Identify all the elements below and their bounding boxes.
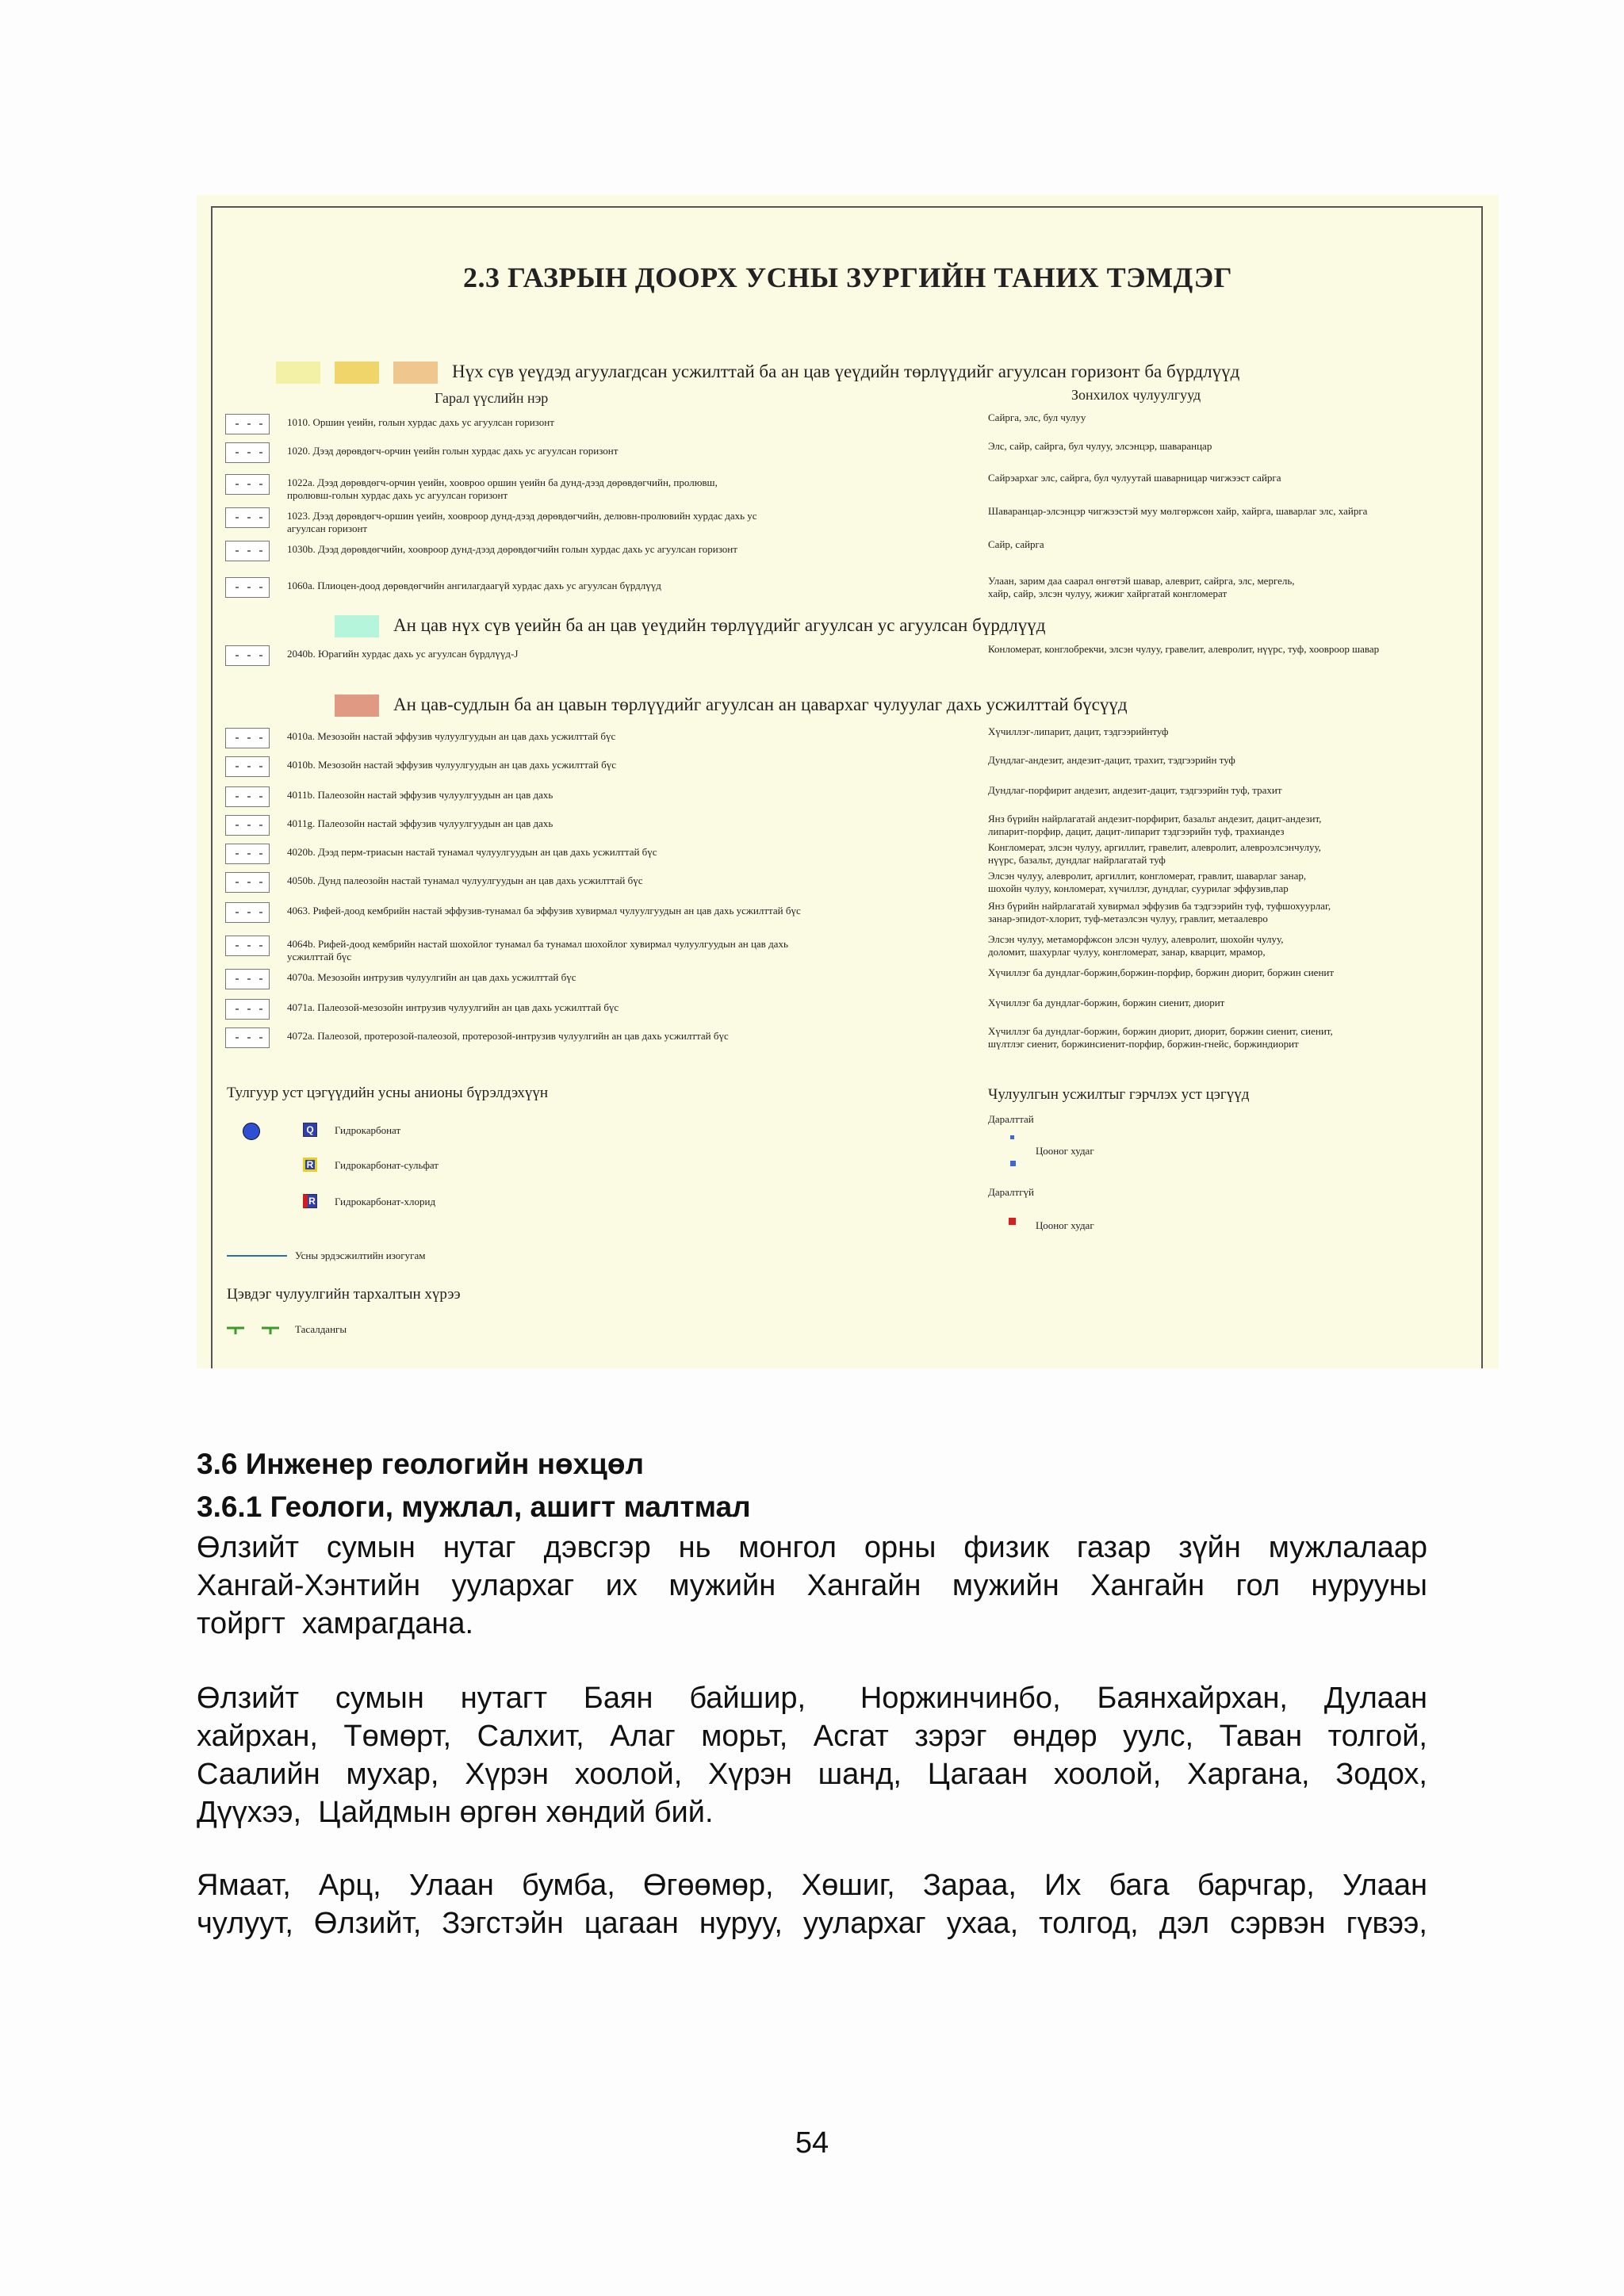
paragraph-line: Дүүхээ, Цайдмын өргөн хөндий бий. bbox=[197, 1796, 714, 1829]
legend-row-label: 4010а. Мезозойн настай эффузив чулуулгуудын ан цав дахь усжилттай бүс bbox=[287, 730, 616, 742]
pattern-box bbox=[225, 507, 270, 528]
legend-row-label: 1022а. Дээд дөрөвдөгч-орчин үеийн, хоовроо оршин үеийн ба дунд-дээд дөрөвдөгчийн, пролювш, bbox=[287, 476, 718, 488]
pattern-box bbox=[225, 1027, 270, 1048]
legend-row-label: 4010b. Мезозойн настай эффузив чулуулгуудын ан цав дахь усжилттай бүс bbox=[287, 759, 617, 771]
anion-title: Тулгуур уст цэгүүдийн усны анионы бүрэлдэхүүн bbox=[227, 1085, 549, 1101]
legend-row-label: 1023. Дээд дөрөвдөгч-оршин үеийн, хоовроор дунд-дээд дөрөвдөгчийн, делювн-пролювийн хурдас дахь ус bbox=[287, 510, 757, 522]
legend-row-label-cont: пролювш-голын хурдас дахь ус агуулсан горизонт bbox=[287, 489, 508, 501]
legend-row-label: 4064b. Рифей-доод кембрийн настай шохойлог тунамал ба тунамал шохойлог хувирмал чулуулгуудын ан цав дахь bbox=[287, 938, 788, 950]
legend-row-rocks: Хүчиллэг-липарит, дацит, тэдгээрийнтуф bbox=[988, 725, 1169, 737]
legend-row-rocks: Сайр, сайрга bbox=[988, 538, 1044, 550]
paragraph-line: Өлзийт сумын нутаг дэвсгэр нь монгол орны физик газар зүйн мужлалаар bbox=[197, 1531, 1427, 1564]
column-header-origin: Гарал үүслийн нэр bbox=[435, 390, 549, 406]
color-swatch-pale-yellow bbox=[276, 362, 320, 384]
legend-row-rocks: Конгломерат, элсэн чулуу, аргиллит, гравелит, алевролит, алевроэлсэнчулуу, bbox=[988, 841, 1321, 853]
legend-row-label: 4011b. Палеозойн настай эффузив чулуулгуудын ан цав дахь bbox=[287, 789, 553, 801]
legend-row-label-cont: агуулсан горизонт bbox=[287, 522, 368, 534]
legend-row-label: 4050b. Дунд палеозойн настай тунамал чулуулгуудын ан цав дахь усжилттай бүс bbox=[287, 874, 643, 886]
legend-row-label: 4070а. Мезозойн интрузив чулуулгийн ан цав дахь усжилттай бүс bbox=[287, 971, 576, 983]
legend-row-rocks: Элсэн чулуу, метаморфжсон элсэн чулуу, алевролит, шохойн чулуу, bbox=[988, 933, 1284, 945]
section2-label: Ан цав нүх сүв үеийн ба ан цав үеүдийн төрлүүдийг агуулсан ус агуулсан бүрдлүүд bbox=[393, 615, 1046, 635]
legend-row-rocks: Улаан, зарим даа саарал өнгөтэй шавар, алеврит, сайрга, элс, мергель, bbox=[988, 575, 1295, 587]
blue-dot-icon bbox=[1010, 1135, 1014, 1139]
pattern-box bbox=[225, 872, 270, 893]
legend-row-rocks-cont: шохойн чулуу, конломерат, хүчиллэг, дундлаг, суурилаг эффузив,пар bbox=[988, 882, 1289, 894]
blue-circle-icon bbox=[243, 1123, 260, 1140]
pattern-box bbox=[225, 442, 270, 463]
borehole-label: Цооног худаг bbox=[1036, 1145, 1094, 1157]
subsection-heading: 3.6.1 Геологи, мужлал, ашигт малтмал bbox=[197, 1490, 751, 1523]
paragraph-line: чулуут, Өлзийт, Зэгстэйн цагаан нуруу, уулархаг ухаа, толгод, дэл сэрвэн гүвээ, bbox=[197, 1907, 1427, 1940]
legend-row-rocks: Хүчиллэг ба дундлаг-боржин, боржин диорит, диорит, боржин сиенит, сиенит, bbox=[988, 1025, 1333, 1037]
paragraph-line: тойргт хамрагдана. bbox=[197, 1607, 474, 1640]
legend-row-rocks: Шаваранцар-элсэнцэр чигжээстэй муу мөлгөржсөн хайр, хайрга, шаварлаг элс, хайрга bbox=[988, 505, 1368, 517]
legend-row-label-cont: усжилттай бүс bbox=[287, 951, 352, 962]
anion-label: Гидрокарбонат bbox=[335, 1124, 401, 1136]
legend-row-rocks: Сайрга, элс, бул чулуу bbox=[988, 411, 1086, 423]
pattern-box bbox=[225, 414, 270, 434]
legend-row-label: 4063. Рифей-доод кембрийн настай эффузив-тунамал ба эффузив хувирмал чулуулгуудын ан цав дахь усжилттай бүс bbox=[287, 905, 801, 916]
legend-row-label: 4011g. Палеозойн настай эффузив чулуулгуудын ан цав дахь bbox=[287, 817, 553, 829]
column-header-rocks: Зонхилох чулуулгууд bbox=[1071, 387, 1201, 403]
legend-row-rocks: Дундлаг-андезит, андезит-дацит, трахит, тэдгээрийн туф bbox=[988, 754, 1235, 766]
legend-row-rocks: Элс, сайр, сайрга, бул чулуу, элсэнцэр, шаваранцар bbox=[988, 440, 1212, 452]
legend-row-label: 1060а. Плиоцен-доод дөрөвдөгчийн ангилагдаагүй хурдас дахь ус агуулсан бүрдлүүд bbox=[287, 580, 661, 591]
pattern-box bbox=[225, 756, 270, 777]
paragraph-line: Өлзийт сумын нутагт Баян байшир, Норжинчинбо, Баянхайрхан, Дулаан bbox=[197, 1682, 1427, 1715]
anion-chip-icon: Q bbox=[303, 1123, 317, 1137]
red-square-icon bbox=[1009, 1218, 1016, 1225]
permafrost-label: Тасалдангы bbox=[295, 1323, 347, 1335]
legend-row-label: 1030b. Дээд дөрөвдөгчийн, хоовроор дунд-дээд дөрөвдөгчийн голын хурдас дахь ус агуулсан горизонт bbox=[287, 543, 737, 555]
section3-label: Ан цав-судлын ба ан цавын төрлүүдийг агуулсан ан цавархаг чулуулаг дахь усжилттай бүсүүд bbox=[393, 695, 1128, 714]
legend-row-label: 1020. Дээд дөрөвдөгч-орчин үеийн голын хурдас дахь ус агуулсан горизонт bbox=[287, 445, 619, 457]
page-number: 54 bbox=[795, 2126, 829, 2160]
pattern-box bbox=[225, 969, 270, 989]
legend-row-rocks-cont: хайр, сайр, элсэн чулуу, жижиг хайргатай конгломерат bbox=[988, 587, 1228, 599]
legend-row-rocks: Хүчиллэг ба дундлаг-боржин, боржин сиенит, диорит bbox=[988, 997, 1225, 1008]
legend-row-rocks-cont: нүүрс, базальт, дундлаг найрлагатай туф bbox=[988, 854, 1166, 866]
water-points-title: Чулуулгын усжилтыг гэрчлэх уст цэгүүд bbox=[988, 1086, 1250, 1103]
section1-label: Нүх сүв үеүдэд агуулагдсан усжилттай ба ан цав үеүдийн төрлүүдийг агуулсан горизонт ба бүрдлүүд bbox=[452, 362, 1240, 381]
legend-row-rocks: Сайрэархаг элс, сайрга, бул чулуутай шаварницар чигжээст сайрга bbox=[988, 472, 1281, 484]
isogam-line bbox=[227, 1255, 287, 1257]
nonpressure-group-label: Даралтгүй bbox=[988, 1186, 1034, 1198]
legend-row-rocks: Элсэн чулуу, алевролит, аргиллит, конгломерат, гравлит, шаварлаг занар, bbox=[988, 870, 1307, 882]
color-swatch-salmon bbox=[335, 695, 379, 717]
anion-label: Гидрокарбонат-хлорид bbox=[335, 1196, 436, 1207]
section-heading: 3.6 Инженер геологийн нөхцөл bbox=[197, 1448, 644, 1480]
legend-row-rocks: Конломерат, конглобрекчи, элсэн чулуу, гравелит, алевролит, нүүрс, туф, хоовроор шавар bbox=[988, 643, 1380, 655]
legend-figure bbox=[197, 195, 1499, 1368]
paragraph-line: Ямаат, Арц, Улаан бумба, Өгөөмөр, Хөшиг, Зараа, Их бага барчгар, Улаан bbox=[197, 1869, 1427, 1902]
blue-dot-icon bbox=[1010, 1161, 1016, 1166]
legend-row-rocks-cont: шүлтлэг сиенит, боржинсиенит-порфир, боржин-гнейс, боржиндиорит bbox=[988, 1038, 1299, 1050]
legend-row-label: 4072а. Палеозой, протерозой-палеозой, протерозой-интрузив чулуулгийн ан цав дахь усжилттай бүс bbox=[287, 1030, 729, 1042]
pattern-box bbox=[225, 474, 270, 495]
anion-chip-icon: R bbox=[303, 1194, 317, 1208]
figure-title: 2.3 ГАЗРЫН ДООРХ УСНЫ ЗУРГИЙН ТАНИХ ТЭМДЭГ bbox=[462, 262, 1233, 293]
legend-row-rocks-cont: доломит, шахурлаг чулуу, конгломерат, занар, кварцит, мрамор, bbox=[988, 946, 1266, 958]
color-swatch-mint bbox=[335, 615, 379, 637]
pattern-box bbox=[225, 577, 270, 598]
pattern-box bbox=[225, 541, 270, 561]
permafrost-title: Цэвдэг чулуулгийн тархалтын хүрээ bbox=[227, 1286, 461, 1303]
pattern-box bbox=[225, 936, 270, 956]
legend-row-label: 1010. Оршин үеийн, голын хурдас дахь ус агуулсан горизонт bbox=[287, 416, 554, 428]
pattern-box bbox=[225, 786, 270, 807]
pattern-box bbox=[225, 645, 270, 666]
legend-row-rocks-cont: липарит-порфир, дацит, дацит-липарит тэдгээрийн туф, трахиандез bbox=[988, 825, 1285, 837]
legend-row-rocks: Дундлаг-порфирит андезит, андезит-дацит, тэдгээрийн туф, трахит bbox=[988, 784, 1282, 796]
color-swatch-orange bbox=[393, 362, 438, 384]
anion-chip-icon: R bbox=[303, 1158, 317, 1172]
paragraph-line: Хангай-Хэнтийн уулархаг их мужийн Хангайн мужийн Хангайн гол нурууны bbox=[197, 1569, 1427, 1602]
legend-row-rocks: Хүчиллэг ба дундлаг-боржин,боржин-порфир, боржин диорит, боржин сиенит bbox=[988, 966, 1335, 978]
pressure-group-label: Даралттай bbox=[988, 1113, 1034, 1125]
anion-label: Гидрокарбонат-сульфат bbox=[335, 1159, 439, 1171]
legend-row-label: 4020b. Дээд перм-триасын настай тунамал чулуулгуудын ан цав дахь усжилттай бүс bbox=[287, 846, 657, 858]
pattern-box bbox=[225, 844, 270, 864]
legend-row-label: 2040b. Юрагийн хурдас дахь ус агуулсан бүрдлүүд-J bbox=[287, 648, 519, 660]
pattern-box bbox=[225, 728, 270, 748]
isogam-label: Усны эрдэсжилтийн изогугам bbox=[295, 1249, 426, 1261]
pattern-box bbox=[225, 902, 270, 923]
color-swatch-yellow bbox=[335, 362, 379, 384]
legend-row-rocks: Янз бүрийн найрлагатай андезит-порфирит, базальт андезит, дацит-андезит, bbox=[988, 813, 1322, 825]
legend-row-rocks: Янз бүрийн найрлагатай хувирмал эффузив ба тэдгээрийн туф, туфшохуурлаг, bbox=[988, 900, 1331, 912]
borehole-label: Цооног худаг bbox=[1036, 1219, 1094, 1231]
pattern-box bbox=[225, 999, 270, 1020]
pattern-box bbox=[225, 815, 270, 836]
paragraph-line: хайрхан, Төмөрт, Салхит, Алаг морьт, Асгат зэрэг өндөр уулс, Таван толгой, bbox=[197, 1720, 1427, 1753]
permafrost-line-icon bbox=[227, 1324, 282, 1337]
paragraph-line: Саалийн мухар, Хүрэн хоолой, Хүрэн шанд, Цагаан хоолой, Харгана, Зодох, bbox=[197, 1758, 1427, 1791]
legend-row-label: 4071а. Палеозой-мезозойн интрузив чулуулгийн ан цав дахь усжилттай бүс bbox=[287, 1001, 619, 1013]
legend-row-rocks-cont: занар-эпидот-хлорит, туф-метаэлсэн чулуу, гравлит, метаалевро bbox=[988, 913, 1268, 924]
